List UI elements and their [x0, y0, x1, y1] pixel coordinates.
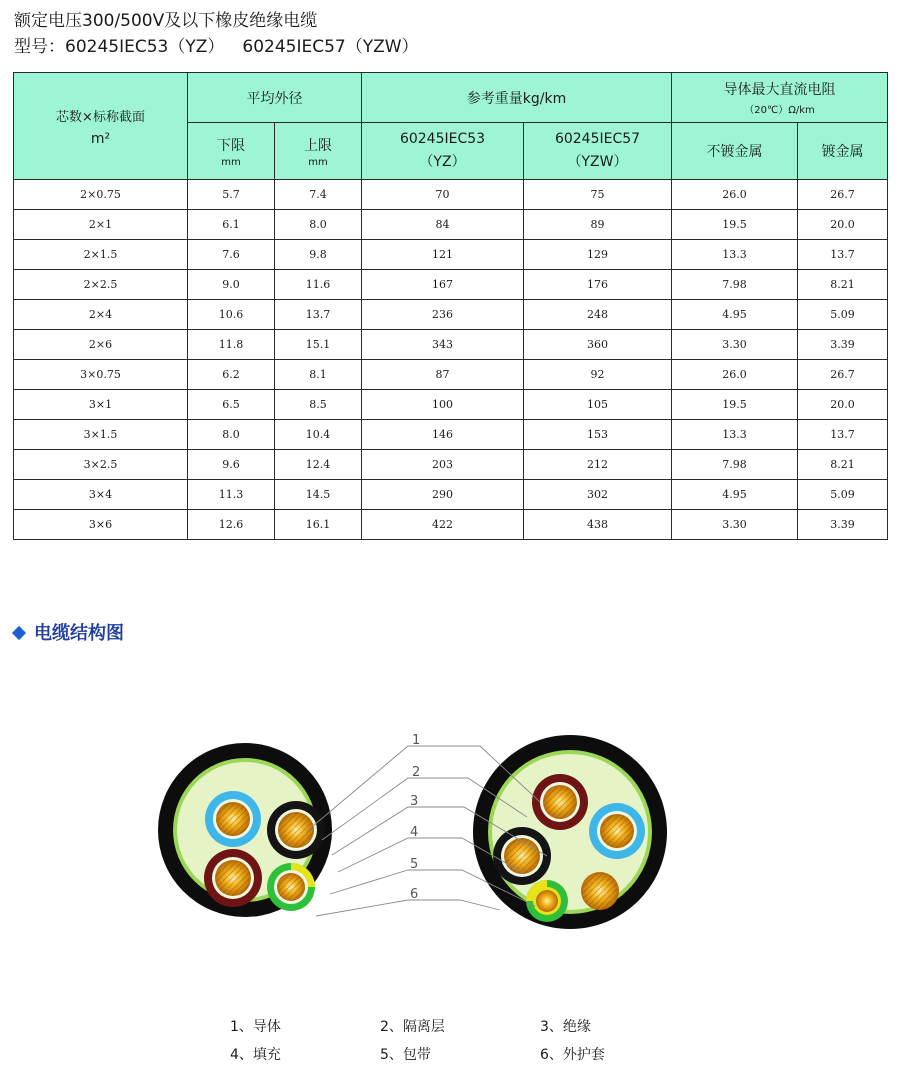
table-cell: 4.95 — [672, 480, 798, 510]
table-cell: 13.7 — [275, 300, 362, 330]
document-title: 额定电压300/500V及以下橡皮绝缘电缆 — [14, 11, 318, 31]
table-cell: 84 — [362, 210, 524, 240]
table-cell: 203 — [362, 450, 524, 480]
header-weight-yzw: 60245IEC57 （YZW） — [524, 123, 672, 180]
table-row — [14, 300, 888, 330]
right-cable-section — [473, 735, 667, 929]
table-cell: 3.30 — [672, 330, 798, 360]
table-cell: 248 — [524, 300, 672, 330]
table-cell: 5.09 — [798, 300, 888, 330]
legend-item: 2、隔离层 — [380, 1019, 445, 1035]
table-row — [14, 450, 888, 480]
table-cell: 75 — [524, 180, 672, 210]
table-cell: 422 — [362, 510, 524, 540]
core-green-yellow — [267, 863, 315, 911]
table-cell: 13.7 — [798, 240, 888, 270]
table-cell: 129 — [524, 240, 672, 270]
table-cell: 176 — [524, 270, 672, 300]
table-cell: 5.7 — [188, 180, 275, 210]
table-cell: 9.0 — [188, 270, 275, 300]
header-weight-yz: 60245IEC53 （YZ） — [362, 123, 524, 180]
core-blue — [205, 791, 261, 847]
table-cell: 100 — [362, 390, 524, 420]
table-cell: 2×2.5 — [14, 270, 188, 300]
table-cell: 2×6 — [14, 330, 188, 360]
core-blue — [589, 803, 645, 859]
table-cell: 438 — [524, 510, 672, 540]
callout-1: 1 — [412, 733, 421, 748]
header-lower: 下限 mm — [188, 123, 275, 180]
table-cell: 4.95 — [672, 300, 798, 330]
table-cell: 3×4 — [14, 480, 188, 510]
table-cell: 10.4 — [275, 420, 362, 450]
table-cell: 19.5 — [672, 390, 798, 420]
table-row — [14, 360, 888, 390]
legend-item: 4、填充 — [230, 1047, 281, 1063]
table-cell: 8.21 — [798, 270, 888, 300]
table-cell: 26.7 — [798, 360, 888, 390]
table-cell: 13.3 — [672, 420, 798, 450]
table-cell: 5.09 — [798, 480, 888, 510]
legend-item: 1、导体 — [230, 1019, 281, 1035]
table-cell: 92 — [524, 360, 672, 390]
table-cell: 70 — [362, 180, 524, 210]
core-bare — [581, 872, 619, 910]
table-cell: 167 — [362, 270, 524, 300]
table-cell: 20.0 — [798, 210, 888, 240]
table-cell: 302 — [524, 480, 672, 510]
table-cell: 7.6 — [188, 240, 275, 270]
table-cell: 2×1.5 — [14, 240, 188, 270]
table-cell: 3×6 — [14, 510, 188, 540]
table-cell: 343 — [362, 330, 524, 360]
table-cell: 105 — [524, 390, 672, 420]
table-cell: 6.5 — [188, 390, 275, 420]
table-cell: 8.0 — [188, 420, 275, 450]
table-cell: 3×1 — [14, 390, 188, 420]
table-cell: 146 — [362, 420, 524, 450]
table-cell: 87 — [362, 360, 524, 390]
header-upper: 上限 mm — [275, 123, 362, 180]
table-cell: 121 — [362, 240, 524, 270]
core-brown — [204, 849, 262, 907]
core-black — [267, 801, 325, 859]
table-cell: 6.2 — [188, 360, 275, 390]
table-cell: 3.30 — [672, 510, 798, 540]
table-row — [14, 210, 888, 240]
table-cell: 11.3 — [188, 480, 275, 510]
table-cell: 8.1 — [275, 360, 362, 390]
table-cell: 20.0 — [798, 390, 888, 420]
header-plated: 镀金属 — [798, 123, 888, 180]
callout-6: 6 — [410, 887, 419, 902]
header-diameter: 平均外径 — [188, 73, 362, 123]
callout-2: 2 — [412, 765, 421, 780]
table-cell: 3.39 — [798, 510, 888, 540]
table-cell: 89 — [524, 210, 672, 240]
table-row — [14, 240, 888, 270]
legend-item: 6、外护套 — [540, 1047, 605, 1063]
table-cell: 290 — [362, 480, 524, 510]
table-cell: 26.7 — [798, 180, 888, 210]
left-cable-section — [158, 743, 332, 917]
table-cell: 212 — [524, 450, 672, 480]
table-row — [14, 330, 888, 360]
table-cell: 26.0 — [672, 360, 798, 390]
table-cell: 360 — [524, 330, 672, 360]
table-cell: 11.8 — [188, 330, 275, 360]
table-cell: 8.0 — [275, 210, 362, 240]
core-brown — [532, 774, 588, 830]
callout-4: 4 — [410, 825, 419, 840]
table-cell: 9.8 — [275, 240, 362, 270]
table-cell: 12.4 — [275, 450, 362, 480]
cable-structure-diagram — [150, 720, 690, 930]
table-cell: 15.1 — [275, 330, 362, 360]
table-row — [14, 510, 888, 540]
callout-5: 5 — [410, 857, 419, 872]
table-row — [14, 180, 888, 210]
model-label: 型号： — [14, 37, 65, 57]
table-cell: 9.6 — [188, 450, 275, 480]
callout-numbers — [410, 733, 420, 902]
callout-3: 3 — [410, 794, 419, 809]
table-row — [14, 480, 888, 510]
header-cores: 芯数×标称截面 m² — [14, 73, 188, 180]
core-green-yellow — [526, 880, 568, 922]
model-line — [14, 32, 425, 57]
table-cell: 8.5 — [275, 390, 362, 420]
table-cell: 7.4 — [275, 180, 362, 210]
table-row — [14, 420, 888, 450]
table-cell: 2×0.75 — [14, 180, 188, 210]
table-cell: 11.6 — [275, 270, 362, 300]
table-cell: 3.39 — [798, 330, 888, 360]
table-row — [14, 270, 888, 300]
table-cell: 14.5 — [275, 480, 362, 510]
model-yzw: 60245IEC57（YZW） — [242, 37, 419, 57]
table-cell: 13.7 — [798, 420, 888, 450]
spec-table — [13, 72, 888, 540]
core-black — [493, 827, 551, 885]
legend-item: 3、绝缘 — [540, 1019, 591, 1035]
table-cell: 6.1 — [188, 210, 275, 240]
legend-item: 5、包带 — [380, 1047, 431, 1063]
table-cell: 7.98 — [672, 450, 798, 480]
table-cell: 8.21 — [798, 450, 888, 480]
table-cell: 236 — [362, 300, 524, 330]
table-cell: 153 — [524, 420, 672, 450]
header-plain: 不镀金属 — [672, 123, 798, 180]
table-cell: 3×1.5 — [14, 420, 188, 450]
table-cell: 3×2.5 — [14, 450, 188, 480]
section-title: 电缆结构图 — [10, 619, 124, 645]
table-cell: 2×1 — [14, 210, 188, 240]
table-cell: 16.1 — [275, 510, 362, 540]
table-cell: 2×4 — [14, 300, 188, 330]
diamond-bullet-icon — [12, 626, 26, 640]
table-cell: 13.3 — [672, 240, 798, 270]
table-cell: 3×0.75 — [14, 360, 188, 390]
header-weight: 参考重量kg/km — [362, 73, 672, 123]
table-cell: 12.6 — [188, 510, 275, 540]
model-yz: 60245IEC53（YZ） — [65, 37, 225, 57]
table-cell: 10.6 — [188, 300, 275, 330]
table-cell: 19.5 — [672, 210, 798, 240]
header-resistance: 导体最大直流电阻 （20℃）Ω/km — [672, 73, 888, 123]
table-cell: 26.0 — [672, 180, 798, 210]
table-row — [14, 390, 888, 420]
table-cell: 7.98 — [672, 270, 798, 300]
